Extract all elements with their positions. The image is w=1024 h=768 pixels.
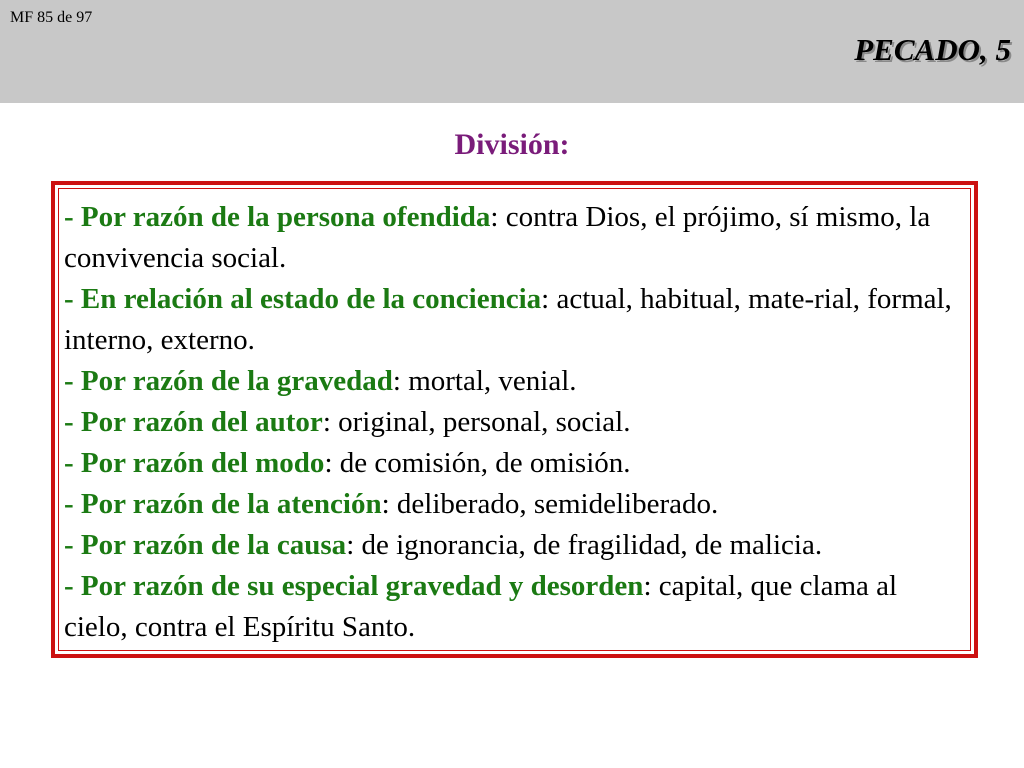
item-detail: : de ignorancia, de fragilidad, de malicia.: [346, 529, 823, 561]
list-item: [64, 197, 964, 279]
item-detail: : mortal, venial.: [392, 365, 577, 397]
item-term: - Por razón de la persona ofendida: [64, 201, 491, 233]
item-detail: : original, personal, social.: [322, 406, 631, 438]
item-detail: : actual, habitual, mate-rial, formal, interno, externo.: [64, 283, 952, 356]
item-term: - Por razón del autor: [64, 406, 323, 438]
list-item: [64, 402, 964, 443]
list-item: [64, 279, 964, 361]
item-term: - Por razón del modo: [64, 447, 325, 479]
list-item: [64, 525, 964, 566]
slide-title: PECADO, 5: [854, 32, 1011, 67]
item-detail: : capital, que clama al cielo, contra el Espíritu Santo.: [64, 570, 898, 643]
division-list: [64, 197, 964, 648]
item-term: - Por razón de la atención: [64, 488, 382, 520]
item-term: - Por razón de la causa: [64, 529, 347, 561]
list-item: [64, 484, 964, 525]
list-item: [64, 361, 964, 402]
item-detail: : deliberado, semideliberado.: [381, 488, 719, 520]
item-term: - Por razón de la gravedad: [64, 365, 393, 397]
item-detail: : de comisión, de omisión.: [324, 447, 631, 479]
item-term: - En relación al estado de la conciencia: [64, 283, 542, 315]
item-term: - Por razón de su especial gravedad y desorden: [64, 570, 644, 602]
slide-counter: MF 85 de 97: [10, 9, 93, 26]
list-item: [64, 443, 964, 484]
section-heading: División:: [454, 128, 570, 161]
item-detail: : contra Dios, el prójimo, sí mismo, la convivencia social.: [64, 201, 931, 274]
list-item: [64, 566, 964, 648]
